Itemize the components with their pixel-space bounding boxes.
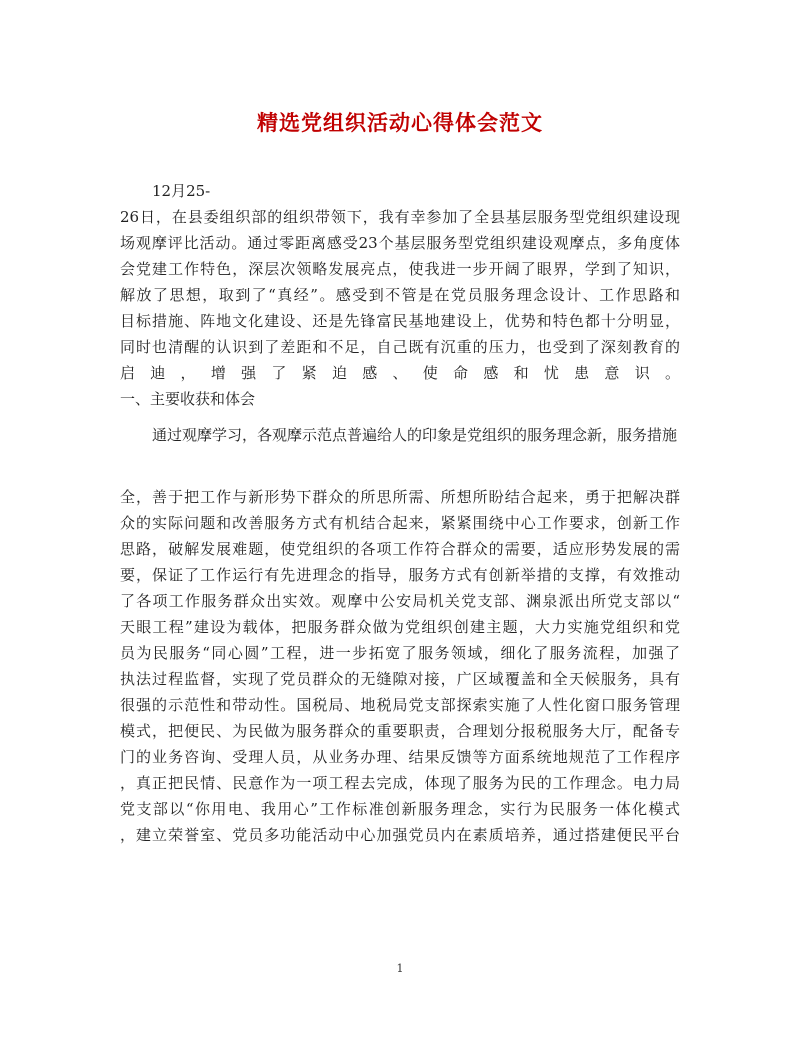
paragraph-line: 天眼工程”建设为载体，把服务群众做为党组织创建主题，大力实施党组织和党 <box>120 618 680 636</box>
paragraph-line: 众的实际问题和改善服务方式有机结合起来，紧紧围绕中心工作要求，创新工作 <box>120 514 680 532</box>
paragraph-line: 26日，在县委组织部的组织带领下，我有幸参加了全县基层服务型党组织建设现 <box>120 208 680 226</box>
paragraph-line: 党支部以“你用电、我用心”工作标准创新服务理念，实行为民服务一体化模式 <box>120 800 680 818</box>
page-number: 1 <box>396 962 404 975</box>
paragraph-line: 解放了思想，取到了“真经”。感受到不管是在党员服务理念设计、工作思路和 <box>120 286 680 304</box>
paragraph-line: 12月25- <box>152 182 211 200</box>
paragraph-line: 启迪，增强了紧迫感、使命感和忧患意识。 <box>120 364 680 382</box>
paragraph-line: 了各项工作服务群众出实效。观摩中公安局机关党支部、渊泉派出所党支部以“ <box>120 592 680 610</box>
paragraph-line: 全，善于把工作与新形势下群众的所思所需、所想所盼结合起来，勇于把解决群 <box>120 488 680 506</box>
paragraph-line: 同时也清醒的认识到了差距和不足，自己既有沉重的压力，也受到了深刻教育的 <box>120 338 680 356</box>
paragraph-line: 一、主要收获和体会 <box>120 390 256 408</box>
paragraph-line: 要，保证了工作运行有先进理念的指导，服务方式有创新举措的支撑，有效推动 <box>120 566 680 584</box>
paragraph-line: 员为民服务“同心圆”工程，进一步拓宽了服务领域，细化了服务流程，加强了 <box>120 644 680 662</box>
paragraph-line: 目标措施、阵地文化建设、还是先锋富民基地建设上，优势和特色都十分明显， <box>120 312 680 330</box>
paragraph-line: 思路，破解发展难题，使党组织的各项工作符合群众的需要，适应形势发展的需 <box>120 540 680 558</box>
paragraph-line: ，建立荣誉室、党员多功能活动中心加强党员内在素质培养，通过搭建便民平台 <box>120 826 680 844</box>
section-heading: 通过观摩学习，各观摩示范点普遍给人的印象是党组织的服务理念新，服务措施 <box>152 426 678 444</box>
paragraph-line: 场观摩评比活动。通过零距离感受23个基层服务型党组织建设观摩点，多角度体 <box>120 234 680 252</box>
paragraph-line: 会党建工作特色，深层次领略发展亮点，使我进一步开阔了眼界，学到了知识， <box>120 260 680 278</box>
paragraph-line: ，真正把民情、民意作为一项工程去完成，体现了服务为民的工作理念。电力局 <box>120 774 680 792</box>
paragraph-line: 门的业务咨询、受理人员，从业务办理、结果反馈等方面系统地规范了工作程序 <box>120 748 680 766</box>
paragraph-line: 模式，把便民、为民做为服务群众的重要职责，合理划分报税服务大厅，配备专 <box>120 722 680 740</box>
paragraph-line: 执法过程监督，实现了党员群众的无缝隙对接，广区域覆盖和全天候服务，具有 <box>120 670 680 688</box>
paragraph-line: 很强的示范性和带动性。国税局、地税局党支部探索实施了人性化窗口服务管理 <box>120 696 680 714</box>
document-title: 精选党组织活动心得体会范文 <box>257 110 543 135</box>
